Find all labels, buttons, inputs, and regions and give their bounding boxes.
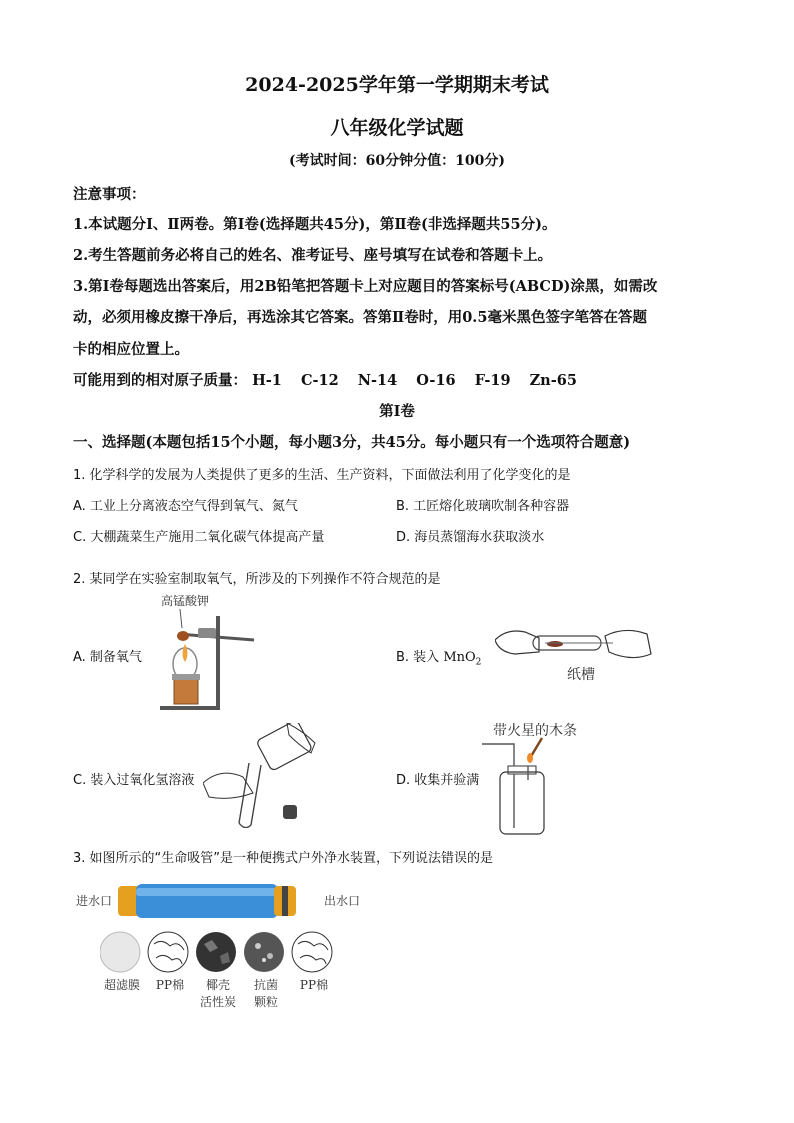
layer-label-pp-cotton-2 (292, 976, 336, 993)
atomic-mass-value: O-16 (416, 372, 456, 389)
note-item-1: 1.本试题分Ⅰ、Ⅱ两卷。第Ⅰ卷(选择题共45分)，第Ⅱ卷(非选择题共55分)。 (73, 216, 557, 233)
q1-stem: 1. 化学科学的发展为人类提供了更多的生活、生产资料，下面做法利用了化学变化的是 (73, 468, 571, 483)
layer-label-antibacterial (244, 976, 288, 1010)
q3-stem: 3. 如图所示的“生命吸管”是一种便携式户外净水装置，下列说法错误的是 (73, 851, 494, 866)
q1-option-b: B. 工匠熔化玻璃吹制各种容器 (396, 499, 570, 514)
q2-option-b (396, 646, 481, 668)
notes-heading: 注意事项： (73, 186, 146, 203)
note-item-3-line-3: 卡的相应位置上。 (73, 341, 189, 358)
layer-name: PP棉 (155, 978, 185, 992)
mno2-subscript: 2 (475, 657, 482, 668)
layer-name-line2: 活性炭 (199, 995, 236, 1009)
mno2-text: MnO (443, 650, 476, 665)
q1-option-a: A. 工业上分离液态空气得到氧气、氮气 (73, 499, 298, 514)
part-heading: 一、选择题(本题包括15个小题，每小题3分，共45分。每小题只有一个选项符合题意) (73, 434, 631, 451)
layer-name: 超滤膜 (103, 978, 140, 992)
heating-apparatus-drawing (150, 592, 260, 712)
inlet-label: 进水口 (75, 894, 112, 908)
exam-title: 2024-2025学年第一学期期末考试 (245, 74, 549, 96)
layer-label-coconut-carbon (194, 976, 242, 1010)
atomic-mass-value: N-14 (357, 372, 398, 389)
paper-trough-drawing (495, 618, 655, 668)
atomic-mass-value: F-19 (474, 372, 511, 389)
q2-stem: 2. 某同学在实验室制取氧气，所涉及的下列操作不符合规范的是 (73, 572, 441, 587)
figure-a-label: 高锰酸钾 (160, 594, 209, 608)
q2-option-c: C. 装入过氧化氢溶液 (73, 773, 195, 788)
atomic-masses-label: 可能用到的相对原子质量： (73, 372, 247, 389)
figure-pouring (203, 723, 328, 828)
atomic-mass-value: Zn-65 (529, 372, 577, 389)
layer-label-ultrafiltration (100, 976, 144, 993)
note-item-2: 2.考生答题前务必将自己的姓名、准考证号、座号填写在试卷和答题卡上。 (73, 247, 553, 264)
figure-d-label: 带火星的木条 (493, 723, 577, 739)
layer-name-line2: 颗粒 (253, 995, 278, 1009)
layer-name: 椰壳 (205, 978, 230, 992)
outlet-label: 出水口 (323, 894, 360, 908)
layer-name: 抗菌 (253, 978, 278, 992)
note-item-3-line-1: 3.第Ⅰ卷每题选出答案后，用2B铅笔把答题卡上对应题目的答案标号(ABCD)涂黑，如需改 (73, 278, 658, 295)
exam-subtitle: 八年级化学试题 (330, 117, 464, 139)
figure-b-label: 纸槽 (567, 667, 595, 683)
q2-option-d: D. 收集并验满 (396, 773, 480, 788)
figure-gas-collection (480, 718, 590, 836)
atomic-mass-value: C-12 (300, 372, 339, 389)
mno2-formula (443, 650, 482, 668)
q1-option-d: D. 海员蒸馏海水获取淡水 (396, 530, 545, 545)
atomic-masses (73, 369, 591, 390)
filter-layers-drawing (100, 930, 340, 976)
note-item-3-line-2: 动，必须用橡皮擦干净后，再选涂其它答案。答第Ⅱ卷时，用0.5毫米黑色签字笔答在答题 (73, 309, 647, 326)
atomic-mass-value: H-1 (252, 372, 282, 389)
q2-option-a: A. 制备氧气 (73, 650, 142, 665)
layer-label-pp-cotton-1 (148, 976, 192, 993)
layer-name: PP棉 (299, 978, 329, 992)
gas-collection-drawing (480, 736, 590, 836)
q1-option-c: C. 大棚蔬菜生产施用二氧化碳气体提高产量 (73, 530, 325, 545)
pouring-drawing (203, 723, 328, 828)
figure-paper-trough (495, 618, 655, 688)
volume-heading: 第Ⅰ卷 (379, 403, 415, 420)
figure-life-straw (70, 880, 370, 1010)
exam-info: (考试时间：60分钟分值：100分) (289, 153, 505, 169)
life-straw-drawing (118, 882, 298, 920)
q2-option-b-label: B. 装入 (396, 650, 440, 665)
figure-heating-apparatus (150, 592, 260, 712)
